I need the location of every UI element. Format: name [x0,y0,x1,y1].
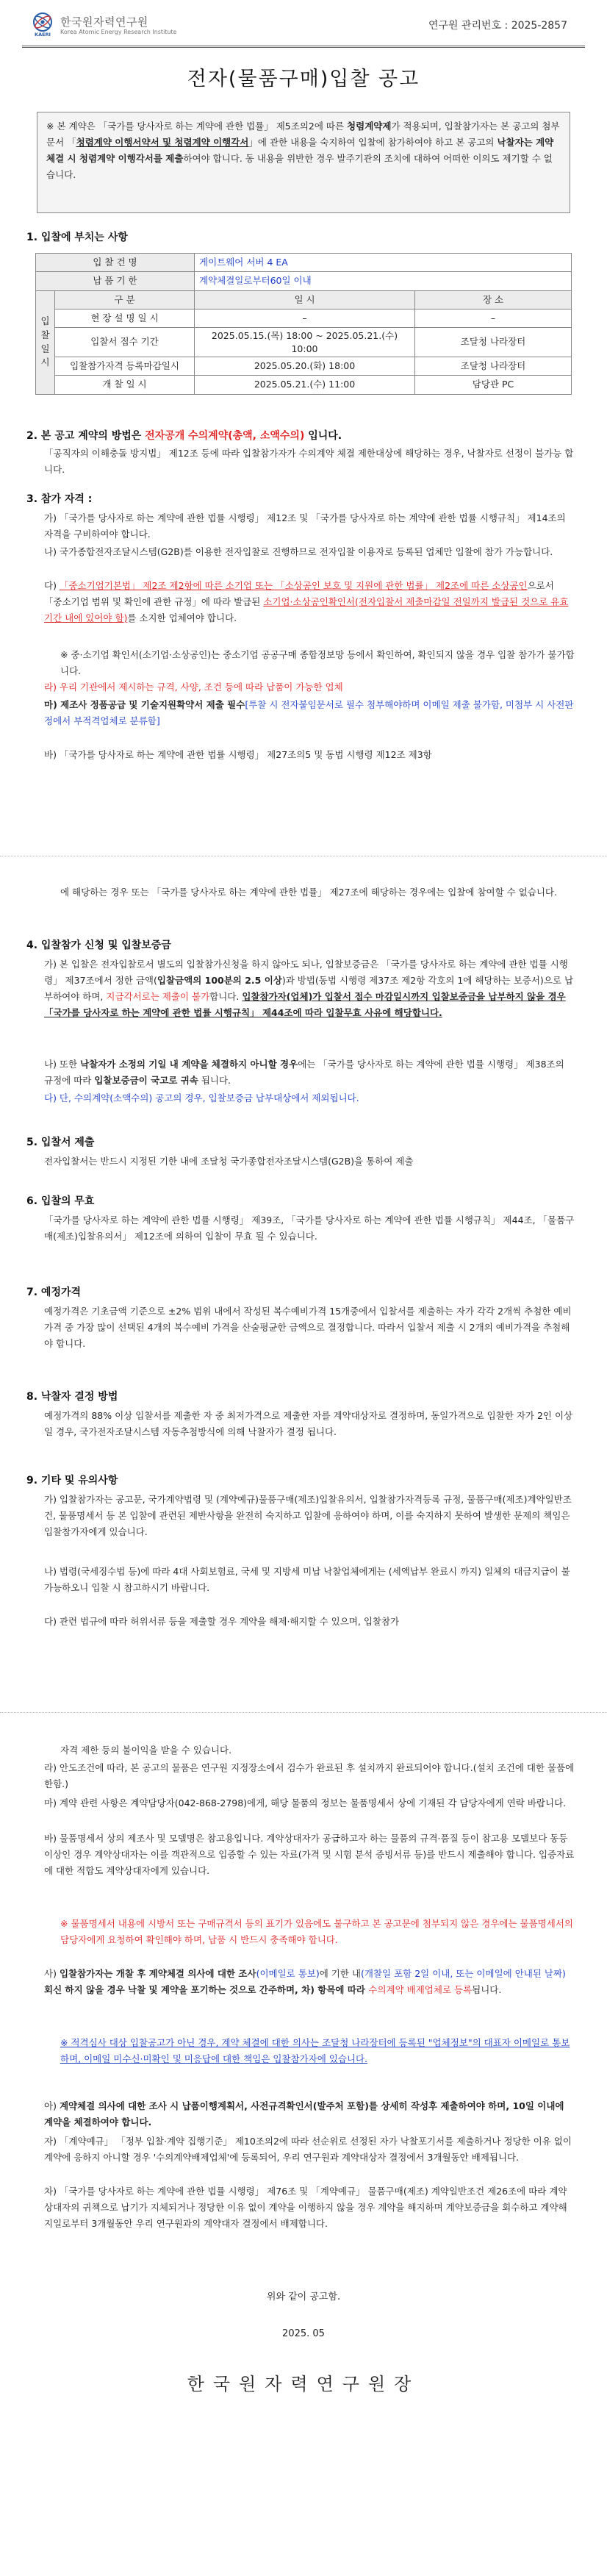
section-3-item-d: 라) 우리 기관에서 제시하는 규격, 사양, 조건 등에 따라 납품이 가능한 업체 [44,681,343,693]
integrity-notice: ※ 본 계약은 「국가를 당사자로 하는 계약에 관한 법률」 제5조의2에 따른 청렴계약제가 적용되며, 입찰참가자는 본 공고의 첨부문서 「청렴계약 이행서약서 및 청렴계약 이행각서」에 관한 내용을 숙지하여 입찰에 참가하여야 하고 본 공고의 낙찰자는 계약체결 시 청렴계약 이행각서를 제출하여야 합니다. 동 내용을 위반한 경우 발주기관의 조치에 대하여 어떠한 이의도 제기할 수 없습니다. [37,112,570,213]
side-label-char: 일 [40,343,50,354]
section-9-item-f-note: ※ 물품명세서 내용에 시방서 또는 구매규격서 등의 표기가 있음에도 불구하고 본 공고문에 첨부되지 않은 경우에는 물품명세서의 담당자에게 요청하여 확인해야 하며, 납품 시 반드시 충족해야 합니다. [60,1918,573,1945]
section-4-item-a: 가) 본 입찰은 전자입찰로서 별도의 입찰참가신청을 하지 않아도 되나, 입찰보증금은 「국가를 당사자로 하는 계약에 관한 법률 시행령」 제37조에서 정한 금액(입찰금액의 100분의 2.5 이상)과 방법(동법 시행령 제37조 제2항 각호의 1에 해당하는 보증서)으로 납부하여야 하며, 지급각서로는 제출이 불가합니다. 입찰참가자(업체)가 입찰서 접수 마감일시까지 입찰보증금을 납부하지 않을 경우 「국가를 당사자로 하는 계약에 관한 법률 시행규칙」 제44조에 따라 입찰무효 사유에 해당합니다. [44,959,574,1018]
col-place: 장 소 [415,290,572,309]
page-1 [0,0,607,856]
section-9-heading: 9. 기타 및 유의사항 [26,1475,118,1486]
section-9-item-j: 차) 「국가를 당사자로 하는 계약에 관한 법률 시행령」 제76조 및 「계약예규」 물품구매(제조) 계약일반조건 제26조에 따라 계약상대자의 귀책으로 납기가 지체되거나 정당한 이유 없이 계약을 이행하지 않을 경우 계약을 해지하며 계약보증금을 회수하고 계약해지일로부터 3개월동안 우리 연구원과의 계약대자 결정에서 배제합니다. [44,2186,567,2229]
side-label-char: 찰 [40,329,50,340]
section-4-heading: 4. 입찰참가 신청 및 입찰보증금 [26,940,171,951]
page-title: 전자(물품구매)입찰 공고 [187,68,420,90]
closing-statement: 위와 같이 공고함. [266,2291,341,2303]
section-5-heading: 5. 입찰서 제출 [26,1137,95,1148]
header-divider [22,46,585,48]
schedule-row-key: 개 찰 일 시 [55,376,195,394]
schedule-row-date: – [195,309,415,327]
section-2-heading: 2. 본 공고 계약의 방법은 전자공개 수의계약(총액, 소액수의) 입니다. [26,430,342,442]
section-9-item-a: 가) 입찰참가자는 공고문, 국가계약법령 및 (계약예규)물품구매(제조)입찰유의서, 입찰참가자격등록 규정, 물품구매(제조)계약일반조건, 물품명세서 등 본 입찰에 관련된 제반사항을 완전히 숙지하고 입찰에 응하여야 하며, 이를 숙지하지 못하여 발생한 문제의 책임은 입찰참가자에게 있습니다. [44,1494,572,1537]
schedule-row-key: 입찰서 접수 기간 [55,328,195,357]
item-name-label: 입 찰 건 명 [36,254,195,272]
section-3-item-e: 마) 제조사 정품공급 및 기술지원확약서 제출 필수[투찰 시 전자붙임문서로 필수 첨부해야하며 이메일 제출 불가함, 미첨부 시 사전판정에서 부적격업체로 분류함] [44,699,574,726]
kaeri-logo-icon [29,12,56,37]
section-3-item-c: 다) 「중소기업기본법」 제2조 제2항에 따른 소기업 또는 「소상공인 보호 및 지원에 관한 법률」 제2조에 따른 소상공인으로서 「중소기업 범위 및 확인에 관한 규정」에 따라 발급된 소기업·소상공인확인서(전자입찰서 제출마감일 전일까지 발급된 것으로 유효기간 내에 있어야 함)를 소지한 업체여야 합니다. [44,580,569,623]
section-7-heading: 7. 예정가격 [26,1287,82,1298]
section-9-item-g-note: ※ 적격심사 대상 입찰공고가 아닌 경우, 계약 체결에 대한 의사는 조달청 나라장터에 등록된 "업체정보"의 대표자 이메일로 통보하며, 이메일 미수신·미확인 및 미응답에 대한 책임은 입찰참가자에 있습니다. [60,2037,570,2064]
section-9-item-c-cont: 자격 제한 등의 불이익을 받을 수 있습니다. [60,1745,232,1756]
schedule-row-date: 2025.05.15.(목) 18:00 ~ 2025.05.21.(수) 10:00 [195,328,415,357]
section-7-body: 예정가격은 기초금액 기준으로 ±2% 범위 내에서 작성된 복수예비가격 15개중에서 입찰서를 제출하는 자가 각각 2개씩 추첨한 예비가격 중 가장 많이 선택된 4개의 복수예비 가격을 산술평균한 금액으로 결정합니다. 따라서 입찰서 제출 시 2개의 예비가격을 추첨해야 합니다. [44,1306,572,1349]
section-5-body: 전자입찰서는 반드시 지정된 기한 내에 조달청 국가종합전자조달시스템(G2B)을 통하여 제출 [44,1156,414,1167]
page-3 [0,1713,607,2576]
announcement-date: 2025. 05 [282,2328,325,2339]
schedule-row-place: 조달청 나라장터 [415,328,572,357]
schedule-row-date: 2025.05.21.(수) 11:00 [195,376,415,394]
schedule-side-label [36,290,55,394]
side-label-char: 입 [40,315,50,326]
delivery-label: 납 품 기 한 [36,272,195,290]
section-9-item-c: 다) 관련 법규에 따라 허위서류 등을 제출할 경우 계약을 해제·해지할 수 있으며, 입찰참가 [44,1616,400,1627]
schedule-row-place: 조달청 나라장터 [415,357,572,376]
section-3-item-b: 나) 국가종합전자조달시스템(G2B)를 이용한 전자입찰로 진행하므로 전자입찰 이용자로 등록된 업체만 입찰에 참가 가능합니다. [44,546,553,557]
section-3-note: ※ 중·소기업 확인서(소기업·소상공인)는 중소기업 공공구매 종합정보망 등에서 확인하여, 확인되지 않을 경우 입찰 참가가 불가합니다. [60,649,575,676]
section-3-item-f: 바) 「국가를 당사자로 하는 계약에 관한 법률 시행령」 제27조의5 및 동법 시행령 제12조 제3항 [44,749,432,760]
org-name-en: Korea Atomic Energy Research Institute [60,29,177,35]
bid-schedule-table [35,253,572,395]
section-3-heading: 3. 참가 자격 : [26,493,93,505]
section-9-item-b: 나) 법령(국세징수법 등)에 따라 4대 사회보험료, 국세 및 지방세 미납 낙찰업체에게는 (세액납부 완료시 까지) 일체의 대금지급이 불가능하오니 입찰 시 참고하시기 바랍니다. [44,1566,570,1593]
section-8-heading: 8. 낙찰자 결정 방법 [26,1391,118,1403]
section-9-item-f: 바) 물품명세서 상의 제조사 및 모델명은 참고용입니다. 계약상대자가 공급하고자 하는 물품의 규격·품질 등이 참고용 모델보다 동등 이상인 경우 계약상대자는 이를 객관적으로 입증할 수 있는 자료(가격 및 시험 분석 증빙서류 등)를 반드시 제출해야 합니다. 입증자료에 대한 적합도 계약상대자에게 있습니다. [44,1833,575,1876]
section-9-item-i: 자) 「계약예규」 「정부 입찰·계약 집행기준」 제10조의2에 따라 선순위로 선정된 자가 낙찰포기서를 제출하거나 정당한 이유 없이 계약에 응하지 아니할 경우 '수의계약배제업체'에 등록되어, 우리 연구원과 계약대상자 결정에서 3개월동안 배제됩니다. [44,2136,572,2163]
schedule-row-date: 2025.05.20.(화) 18:00 [195,357,415,376]
item-name-value: 게이트웨어 서버 4 EA [195,254,572,272]
svg-text:KAERI: KAERI [35,32,51,37]
schedule-row-key: 현 장 설 명 일 시 [55,309,195,327]
section-8-body: 예정가격의 88% 이상 입찰서를 제출한 자 중 최저가격으로 제출한 자를 계약대상자로 결정하며, 동일가격으로 입찰한 자가 2인 이상일 경우, 국가전자조달시스템 자동추첨방식에 의해 낙찰자가 결정 됩니다. [44,1410,573,1437]
section-3-item-f-cont: 에 해당하는 경우 또는 「국가를 당사자로 하는 계약에 관한 법률」 제27조에 해당하는 경우에는 입찰에 참여할 수 없습니다. [60,887,557,898]
page-2 [0,856,607,1713]
section-9-item-d: 라) 안도조건에 따라, 본 공고의 물품은 연구원 지정장소에서 검수가 완료된 후 설치까지 완료되어야 합니다.(설치 조건에 대한 물품에 한함.) [44,1762,575,1789]
org-name: 한국원자력연구원 [60,15,148,29]
section-6-heading: 6. 입찰의 무효 [26,1195,95,1207]
section-9-item-h: 아) 계약체결 의사에 대한 조사 시 납품이행계획서, 사전규격확인서(발주처 포함)를 상세히 작성후 제출하여야 하며, 10일 이내에 계약을 체결하여야 합니다. [44,2100,564,2128]
management-number: 연구원 관리번호 : 2025-2857 [428,20,567,32]
section-3-item-a: 가) 「국가를 당사자로 하는 계약에 관한 법률 시행령」 제12조 및 「국가를 당사자로 하는 계약에 관한 법률 시행규칙」 제14조의 자격을 구비하여야 합니다. [44,512,566,540]
section-9-item-e: 마) 계약 관련 사항은 계약담당자(042-868-2798)에게, 해당 물품의 정보는 물품명세서 상에 기재된 각 담당자에게 연락 바랍니다. [44,1797,567,1808]
document-header [22,4,585,44]
section-6-body: 「국가를 당사자로 하는 계약에 관한 법률 시행령」 제39조, 「국가를 당사자로 하는 계약에 관한 법률 시행규칙」 제44조, 「물품구매(제조)입찰유의서」 제12조에 의하여 입찰이 무효 될 수 있습니다. [44,1214,575,1242]
schedule-row-key: 입찰참가자격 등록마감일시 [55,357,195,376]
section-2-body: 「공직자의 이해충돌 방지법」 제12조 등에 따라 입찰참가자가 수의계약 체결 제한대상에 해당하는 경우, 낙찰자로 선정이 불가능 합니다. [44,448,574,475]
section-4-item-b: 나) 또한 낙찰자가 소정의 기일 내 계약을 체결하지 아니할 경우에는 「국가를 당사자로 하는 계약에 관한 법률 시행령」 제38조의 규정에 따라 입찰보증금이 국고로 귀속 됩니다. [44,1059,564,1086]
section-9-item-g: 사) 입찰참가자는 개찰 후 계약체결 의사에 대한 조사(이메일로 통보)에 기한 내(개찰일 포함 2일 이내, 또는 이메일에 안내된 날짜) 회신 하지 않을 경우 낙찰 및 계약을 포기하는 것으로 간주하며, 차) 항목에 따라 수의계약 배제업체로 등록됩니다. [44,1968,566,1995]
side-label-char: 시 [40,357,50,368]
section-4-item-c: 다) 단, 수의계약(소액수의) 공고의 경우, 입찰보증금 납부대상에서 제외됩니다. [44,1092,359,1103]
section-1-heading: 1. 입찰에 부치는 사항 [26,232,128,243]
schedule-row-place: 담당관 PC [415,376,572,394]
delivery-value: 계약체결일로부터60일 이내 [195,272,572,290]
col-category: 구 분 [55,290,195,309]
col-datetime: 일 시 [195,290,415,309]
schedule-row-place: – [415,309,572,327]
issuer-signature: 한국원자력연구원장 [187,2374,420,2394]
